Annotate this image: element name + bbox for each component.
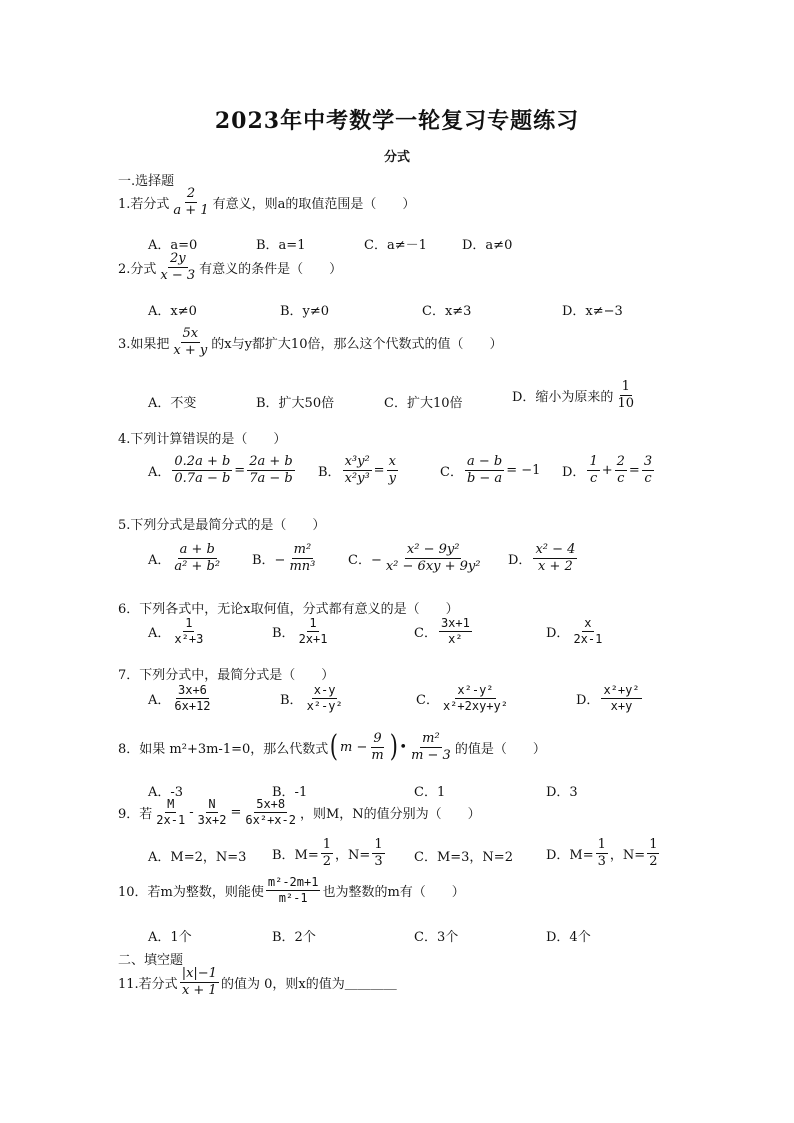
question-text: 也为整数的m有（ ）: [322, 884, 465, 900]
fraction: $\frac{1}{2}$: [322, 837, 332, 869]
fraction: $\frac{1}{2x+1}$: [298, 616, 328, 646]
page-subtitle: 分式: [383, 150, 410, 165]
option-a[interactable]: A．-3: [148, 785, 184, 800]
question-8: [118, 729, 546, 765]
fraction: $\frac{x-y}{\text{x²-y²}}$: [306, 683, 343, 713]
option-d[interactable]: D． $\frac{1}{c}$ + $\frac{2}{c}$ = $\frac{3}{c}$: [562, 454, 653, 486]
option-b[interactable]: B． $\frac{\text{x³y²}}{\text{x²y³}}$ = $\frac{x}{y}$: [318, 454, 396, 486]
fraction: $\frac{\text{x³y²}}{\text{x²y³}}$: [344, 454, 370, 486]
option-d[interactable]: [576, 684, 644, 712]
fraction: $\frac{x}{y}$: [388, 454, 396, 486]
option-label: D．: [546, 625, 570, 641]
section-fill: 二、填空题: [118, 953, 184, 968]
fraction: $\frac{2}{a + 1}$: [173, 186, 209, 218]
fraction: $\frac{2y}{x - 3}$: [160, 251, 196, 283]
fraction: $\frac{|x|-1}{x + 1}$: [181, 966, 217, 998]
option-b[interactable]: B．扩大50倍: [256, 396, 335, 411]
question-11: [118, 967, 397, 997]
fraction: $\frac{a - b}{b - a}$: [466, 454, 503, 486]
fraction: $\frac{1}{2}$: [649, 837, 658, 869]
question-text: 1.若分式: [118, 196, 170, 212]
option-b[interactable]: B．a=1: [256, 238, 306, 253]
answer-blank[interactable]: 的值为 0，则x的值为＿＿＿＿: [220, 976, 397, 992]
fraction: $\frac{x}{2x-1}$: [573, 616, 603, 646]
option-b[interactable]: [272, 838, 387, 868]
option-label: B．: [280, 692, 303, 708]
section-choice: 一.选择题: [118, 174, 175, 189]
option-a[interactable]: A．x≠0: [148, 304, 197, 319]
fraction: $\frac{1}{3}$: [374, 837, 383, 869]
option-d[interactable]: [546, 838, 661, 868]
option-text: ，N=: [335, 847, 371, 863]
option-d[interactable]: D．a≠0: [462, 238, 513, 253]
fraction: $\frac{9}{m}$: [371, 731, 384, 763]
question-6: 6．下列各式中，无论x取何值，分式都有意义的是（ ）: [118, 602, 459, 617]
option-d[interactable]: [508, 543, 579, 573]
option-c[interactable]: [348, 543, 484, 573]
option-label: A．: [148, 552, 171, 568]
option-text: B．M=: [272, 847, 319, 863]
question-text: 9．若: [118, 806, 153, 822]
question-text: 11.若分式: [118, 976, 178, 992]
option-b[interactable]: B．-1: [272, 785, 308, 800]
fraction: $\frac{a + b}{\text{a² + b²}}$: [174, 542, 221, 574]
left-paren: (: [330, 729, 339, 765]
fraction: $\frac{5x}{x + y}$: [173, 326, 208, 358]
option-c[interactable]: [414, 617, 474, 645]
option-a[interactable]: A．M=2，N=3: [148, 850, 247, 865]
option-d[interactable]: D．4个: [546, 930, 591, 945]
fraction: $\frac{\text{m²-2m+1}}{\text{m²-1}}$: [267, 875, 319, 905]
option-label: C．: [414, 625, 437, 641]
option-b[interactable]: [252, 543, 319, 573]
fraction: $\frac{M}{2x-1}$: [156, 797, 186, 827]
question-text: 有意义，则a的取值范围是（ ）: [212, 196, 416, 212]
option-a[interactable]: [148, 617, 207, 645]
option-c[interactable]: C．a≠－1: [364, 238, 427, 253]
question-2: [118, 252, 342, 282]
option-text: D．缩小为原来的: [512, 389, 614, 405]
fraction: $\frac{1}{10}$: [617, 379, 634, 411]
fraction: $\frac{\text{m²}}{\text{mn³}}$: [289, 542, 316, 574]
fraction: $\frac{\text{x² − 4}}{x + 2}$: [535, 542, 576, 574]
fraction: $\frac{1}{3}$: [597, 837, 606, 869]
option-label: B．: [318, 464, 341, 480]
question-text: 有意义的条件是（ ）: [199, 261, 343, 277]
question-text: 2.分式: [118, 261, 157, 277]
fraction: $\frac{1}{c}$: [589, 454, 598, 486]
option-label: D．: [508, 552, 532, 568]
fraction: $\frac{3x+6}{6x+12}$: [174, 683, 211, 713]
option-d[interactable]: D．3: [546, 785, 578, 800]
option-c[interactable]: [440, 455, 540, 485]
question-text: 10．若m为整数，则能使: [118, 884, 264, 900]
equals-operator: =: [230, 804, 242, 820]
option-a[interactable]: [148, 543, 224, 573]
fraction: $\frac{\text{x²-y²}}{\text{x²+2xy+y²}}$: [442, 683, 508, 713]
page-title: 2023年中考数学一轮复习专题练习: [214, 108, 580, 134]
option-d[interactable]: D．x≠−3: [562, 304, 623, 319]
expr-term: m −: [339, 739, 368, 755]
equation-rhs: = −1: [506, 462, 541, 478]
fraction: $\frac{2a + b}{7a - b}$: [249, 454, 293, 486]
fraction: $\frac{0.2a + b}{0.7a - b}$: [174, 454, 231, 486]
option-label: D．: [576, 692, 600, 708]
option-b[interactable]: [272, 617, 331, 645]
option-a[interactable]: A．a=0: [148, 238, 198, 253]
fraction: $\frac{3x+1}{\text{x²}}$: [440, 616, 470, 646]
question-text: ，则M，N的值分别为（ ）: [299, 806, 481, 822]
option-c[interactable]: [416, 684, 512, 712]
option-d[interactable]: [512, 380, 638, 410]
question-text: 8．如果 m²+3m-1=0，那么代数式: [118, 741, 329, 757]
fraction: $\frac{5x+8}{\text{6x²+x-2}}$: [245, 797, 296, 827]
option-c[interactable]: C．扩大10倍: [384, 396, 463, 411]
question-10: [118, 876, 465, 904]
question-text: 的x与y都扩大10倍，那么这个代数式的值（ ）: [211, 336, 503, 352]
option-d[interactable]: [546, 617, 606, 645]
question-5: 5.下列分式是最简分式的是（ ）: [118, 518, 326, 533]
right-paren: ): [389, 729, 398, 765]
fraction: $\frac{\text{m²}}{m - 3}$: [411, 731, 451, 763]
question-7: 7．下列分式中，最简分式是（ ）: [118, 668, 335, 683]
option-label: A．: [148, 692, 171, 708]
fraction: $\frac{\text{x² − 9y²}}{\text{x² − 6xy + 9y²}}$: [385, 542, 481, 574]
fraction: $\frac{3}{c}$: [643, 454, 653, 486]
option-label: B．−: [252, 552, 286, 568]
question-4: 4.下列计算错误的是（ ）: [118, 432, 287, 447]
option-b[interactable]: B．2个: [272, 930, 316, 945]
option-a[interactable]: A．不变: [148, 396, 197, 411]
option-text: D．M=: [546, 847, 594, 863]
fraction: $\frac{1}{\text{x²+3}}$: [174, 616, 204, 646]
option-label: A．: [148, 625, 171, 641]
option-label: A．: [148, 464, 171, 480]
question-9: [118, 798, 481, 826]
fraction: $\frac{2}{c}$: [616, 454, 625, 486]
option-label: C．: [440, 464, 463, 480]
option-b[interactable]: [280, 684, 347, 712]
question-text: 的值是（ ）: [454, 741, 546, 757]
option-label: C．−: [348, 552, 382, 568]
minus-operator: -: [189, 804, 194, 820]
question-3: [118, 327, 502, 357]
option-c[interactable]: C．1: [414, 785, 446, 800]
fraction: $\frac{\text{x²+y²}}{x+y}$: [603, 683, 640, 713]
question-text: 3.如果把: [118, 336, 170, 352]
option-c[interactable]: C．3个: [414, 930, 459, 945]
option-label: D．: [562, 464, 586, 480]
option-label: C．: [416, 692, 439, 708]
option-a[interactable]: A． $\frac{0.2a + b}{0.7a - b}$ = $\frac{2a + b}{7a - b}$: [148, 454, 293, 486]
option-c[interactable]: C．x≠3: [422, 304, 472, 319]
option-c[interactable]: C．M=3，N=2: [414, 850, 513, 865]
option-text: ，N=: [609, 847, 646, 863]
dot-operator: •: [399, 739, 408, 755]
option-b[interactable]: B．y≠0: [280, 304, 330, 319]
option-a[interactable]: [148, 684, 215, 712]
fraction: $\frac{N}{3x+2}$: [197, 797, 227, 827]
question-1: [118, 187, 415, 217]
option-a[interactable]: A．1个: [148, 930, 192, 945]
option-label: B．: [272, 625, 295, 641]
